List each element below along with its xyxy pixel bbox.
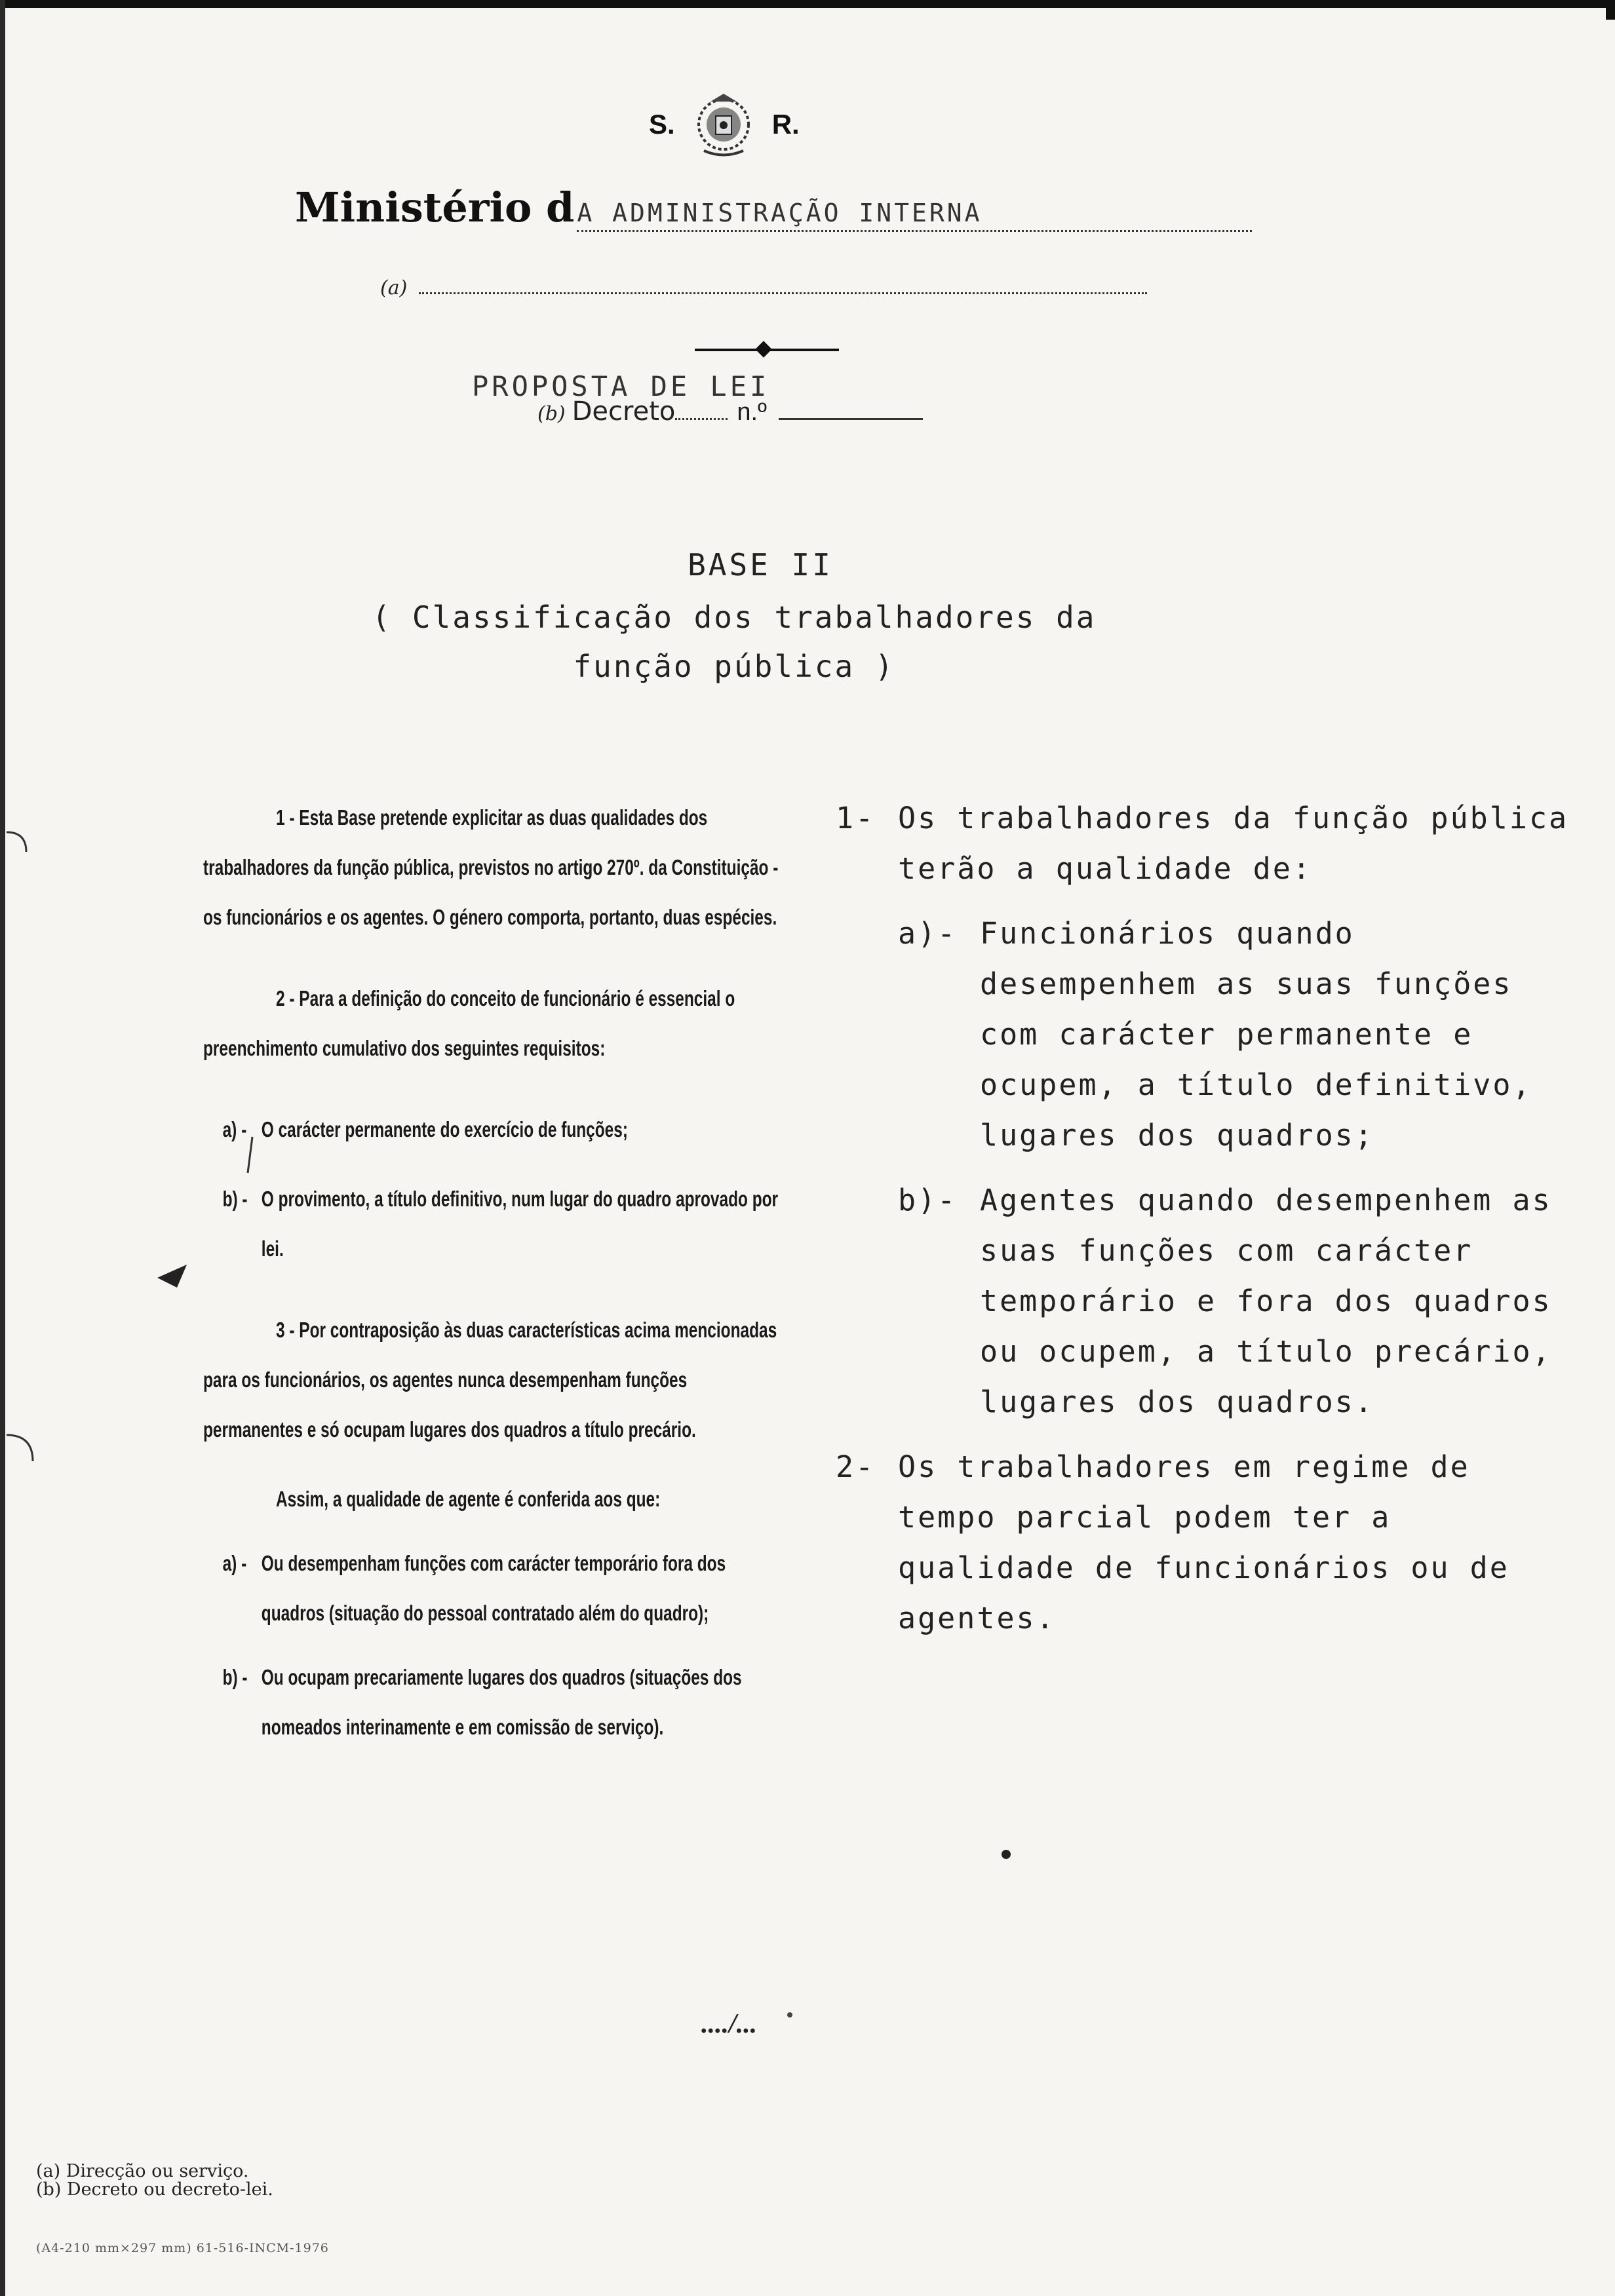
list-item-label: a) -: [222, 1551, 247, 1575]
ministry-label: Ministério d: [295, 183, 575, 231]
law-subitem-label: a)-: [898, 916, 958, 951]
base-title: BASE II: [688, 547, 833, 583]
base-subtitle-line2: função pública ): [573, 649, 895, 684]
decreto-type: Decreto: [572, 396, 676, 427]
list-item-text: O provimento, a título definitivo, num lugar do quadro aprovado por lei.: [261, 1187, 779, 1261]
list-item-text: Ou desempenham funções com carácter temporário fora dos quadros (situação do pessoal contratado além do quadro);: [261, 1551, 726, 1625]
print-info: (A4-210 mm×297 mm) 61-516-INCM-1976: [36, 2241, 329, 2255]
crest-letter-left: S.: [649, 109, 675, 140]
law-subitem-text: Funcionários quando desempenhem as suas funções com carácter permanente e ocupem, a título definitivo, lugares dos quadros;: [980, 916, 1532, 1153]
proposta-heading: PROPOSTA DE LEI: [472, 370, 770, 402]
footnote-b: (b) Decreto ou decreto-lei.: [36, 2179, 273, 2200]
paragraph-2: 2 - Para a definição do conceito de funcionário é essencial o preenchimento cumulativo dos seguintes requisitos:: [203, 986, 735, 1060]
base-subtitle-line1: ( Classificação dos trabalhadores da: [372, 600, 1097, 635]
decreto-prefix: (b): [537, 402, 566, 425]
page-continuation-mark: ..../...: [701, 2009, 758, 2039]
law-item-number: 1-: [836, 801, 876, 835]
footnote-a: (a) Direcção ou serviço.: [36, 2161, 249, 2181]
list-item-label: b) -: [222, 1665, 248, 1689]
list-item-label: b) -: [222, 1187, 248, 1211]
paragraph-4: Assim, a qualidade de agente é conferida aos que:: [276, 1487, 661, 1511]
paragraph-1: 1 - Esta Base pretende explicitar as duas qualidades dos trabalhadores da função pública, previstos no artigo 270º. da Constituição - os funcionários e os agentes. O género comporta, portanto, duas espécies.: [203, 805, 779, 929]
service-label: (a): [380, 277, 408, 299]
list-item-label: a) -: [222, 1117, 247, 1141]
paragraph-3: 3 - Por contraposição às duas características acima mencionadas para os funcionários, os agentes nunca desempenham funções permanentes e só ocupam lugares dos quadros a título precário.: [203, 1318, 777, 1442]
law-subitem-text: Agentes quando desempenhem as suas funções com carácter temporário e fora dos quadros ou ocupem, a título precário, lugares dos quadros.: [980, 1183, 1552, 1419]
law-item-text: Os trabalhadores em regime de tempo parcial podem ter a qualidade de funcionários ou de agentes.: [898, 1449, 1509, 1636]
decreto-number-label: n.º: [737, 398, 767, 426]
crest-letter-right: R.: [771, 109, 800, 140]
list-item-text: Ou ocupam precariamente lugares dos quadros (situações dos nomeados interinamente e em comissão de serviço).: [261, 1665, 742, 1739]
ministry-value: A ADMINISTRAÇÃO INTERNA: [577, 199, 1252, 232]
law-item-text: Os trabalhadores da função pública terão a qualidade de:: [898, 801, 1569, 886]
law-item-number: 2-: [836, 1449, 876, 1484]
list-item-text: O carácter permanente do exercício de funções;: [261, 1117, 628, 1141]
law-subitem-label: b)-: [898, 1183, 958, 1217]
